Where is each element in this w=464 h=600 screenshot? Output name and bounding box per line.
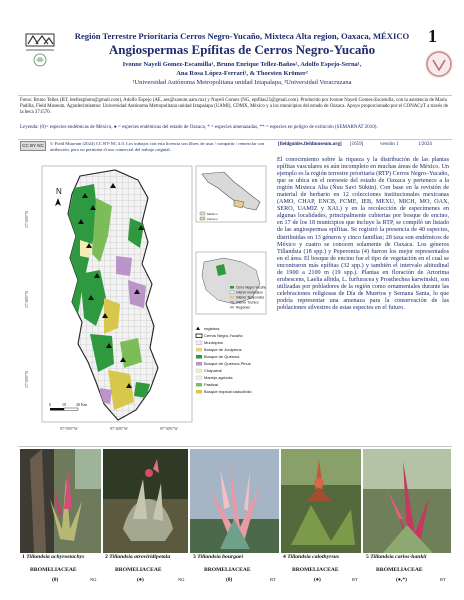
legend-quercus-pinus: Bosque de Quercus-Pinus [204,361,251,366]
veg-legend-4: Interior Técnico [236,300,259,305]
inset-label-mexico: México [207,212,218,216]
legend-quercus: Bosque de Quercus [204,354,240,359]
divider [18,139,452,140]
caption-5: 5 Tillandsia carlos-hankii [366,554,427,560]
credit-4: BT [352,577,358,582]
distribution-map [20,158,270,440]
uam-logo-icon [22,30,58,68]
legend-region: Cerros Negro-Yucaño [204,333,243,338]
guide-code: [1659] [350,142,364,147]
scale-label-20: 20 Km [76,402,87,407]
lon-label-3: 97°30'0"W [160,426,178,431]
credit-5: BT [440,577,446,582]
legend-chaparral: Chaparral [204,368,222,373]
photo-tillandsia-atroviridipetala [103,449,188,553]
lon-label-2: 97°40'0"W [110,426,128,431]
inset-label-oaxaca: Oaxaca [207,217,218,221]
credit-2: NG [178,577,185,582]
guide-date: 1/2024 [418,142,432,147]
inset-oaxaca-map [196,252,266,314]
status-1: (0) [52,577,59,583]
family-5: BROMELIACEAE [376,567,423,573]
status-2: (●) [137,577,144,583]
cc-license-icon: CC BY NC [20,141,46,151]
family-2: BROMELIACEAE [115,567,162,573]
legend-pastizal: Pastizal [204,382,219,387]
legend-records: registros [204,326,220,331]
caption-2: 2 Tillandsia atroviridipetala [105,554,171,560]
divider [18,95,452,96]
photo-credits: Fotos: Bruno Tellez (BT, btellezphoto@gmail.com), Adolfo Espejo (AE, aes@xanum.uam.mx) y Nayeli Gomez (NG, epifitas25@gmail.com). Producido por Ivonne Nayeli Gomez-Escamilla, con la asistencia de María Padilla, Field Museum. Agradecimientos: Universidad Autónoma Metropolitana unidad Iztapalapa (UAMI), CDMX, México y a los municipios del estado de Oaxaca. Apoyo proporcionado por el CONACyT a través de la beca 371570. [20,98,449,116]
divider [18,446,452,447]
status-3: (0) [226,577,233,583]
legend-juniperus: Bosque de Juniperus [204,347,242,352]
credit-1: NG [90,577,97,582]
affiliations: ¹Universidad Autónoma Metropolitana unidad Iztapalapa, ²Universidad Veracruzana [132,79,352,86]
photo-tillandsia-calothyrsus [281,449,361,553]
caption-1: 1 Tillandsia achyrostachys [22,554,85,560]
lat-label-3: 17°30'0"N [24,371,29,388]
authors-line-1: Ivonne Nayeli Gomez-Escamilla¹, Bruno Enrique Tellez-Baños², Adolfo Espejo-Serna¹, [122,61,362,68]
scale-label-0: 0 [49,402,51,407]
veg-legend-2: Interior municipios [236,290,263,295]
status-5: (●,*) [396,577,407,583]
legend-municipalities: Municipios [204,340,223,345]
legend-agricultural: Manejo agrícola [204,375,233,380]
veg-legend-3: Interior Temporales [236,295,265,300]
scale-label-10: 10 [62,402,66,407]
lat-label-1: 17°50'0"N [24,211,29,228]
family-4: BROMELIACEAE [292,567,339,573]
credit-3: BT [270,577,276,582]
body-paragraph: El conocimiento sobre la riqueza y la distribución de las plantas epífitas vasculares es aún incompleto en muchas áreas de México. Un ejemplo es la región terrestre prioritaria (RTP) Cerros Negro–Yucaño, que se ubica en el noroeste del estado de Oaxaca y pertenece a la región Mixteca Alta (Ñuu Savi Sükün). Con base en la revisión de material de herbario en 12 colecciones institucionales mexicanas (AMO, CHAP, ENCB, FCME, IEB, MEXU, MICH, MO, OAX, SERO, UAMIZ y XAL) y en la recolección de especímenes en algunas localidades, principalmente cubiertas por bosque de encino, en 17 de los 18 municipios que incluye la RTP, se compiló un listado de las angiospermas epífitas. Se registró la presencia de 40 especies, distribuidas en 13 géneros y cinco familias; 28 taxa son endémicos de México y cuatro se conocen solamente de Oaxaca. Los géneros Tillandsia (18 spp.) y Peperomia (4) fueron los mejor representados en el área. El bosque de encino fue el tipo de vegetación en el cual se encontraron más epífitas (32 spp.) y también el intervalo altitudinal de 1900 a 2100 m (19 spp.). Plantas en floración de Artorima erubescens, Laelia albida, L. furfuracea y Prosthechea karwinskii, son utilizadas por pobladores de la región como ornamentales durante las celebraciones religiosas de Día de Muertos y Semana Santa, lo que podría representar una amenaza para la conservación de las poblaciones silvestres de estas especies en el futuro. [277,157,449,311]
caption-3: 3 Tillandsia bourgaei [193,554,244,560]
veg-legend-1: Cerro Negro-Yucaño [236,285,267,290]
photo-tillandsia-bourgaei [190,449,279,553]
photo-tillandsia-carlos-hankii [363,449,451,553]
lon-label-1: 97°50'0"W [60,426,78,431]
north-arrow-label: N [56,187,62,196]
photo-tillandsia-achyrostachys [20,449,101,553]
status-legend: Leyenda: (0)= especies endémicas de México, ● = especies endémicas del estado de Oaxaca, * = especies amenazadas, ** = especies en peligro de extinción (SEMARNAT 2010). [20,125,378,130]
header-region-line: Región Terrestre Prioritaria Cerros Negro-Yucaño, Mixteca Alta region, Oaxaca, MÉXICO [74,31,410,41]
uv-logo-icon [425,50,453,78]
page-title: Angiospermas Epífitas de Cerros Negro-Yucaño [108,42,376,57]
legend-tropical: Bosque tropical caducifolio [204,389,252,394]
caption-4: 4 Tillandsia calothyrsus [283,554,340,560]
family-3: BROMELIACEAE [204,567,251,573]
lat-label-2: 17°40'0"N [24,291,29,308]
guide-version: versión 1 [380,142,399,147]
fieldguides-link[interactable]: [fieldguides.fieldmuseum.org] [278,142,342,147]
authors-line-2: Ana Rosa López-Ferrari¹, & Thorsten Krömer² [176,70,308,77]
page-number: 1 [428,26,437,46]
family-1: BROMELIACEAE [30,567,77,573]
status-4: (●) [314,577,321,583]
license-text: © Field Museum (2024) CC BY-NC 4.0. Los trabajos con esta licencia son libres de usar / compartir / remezclar con atribución, pero no permiten el uso comercial del trabajo original. [50,141,265,152]
inset-mexico-map [196,166,266,222]
veg-legend-5: Regiones [236,305,250,310]
